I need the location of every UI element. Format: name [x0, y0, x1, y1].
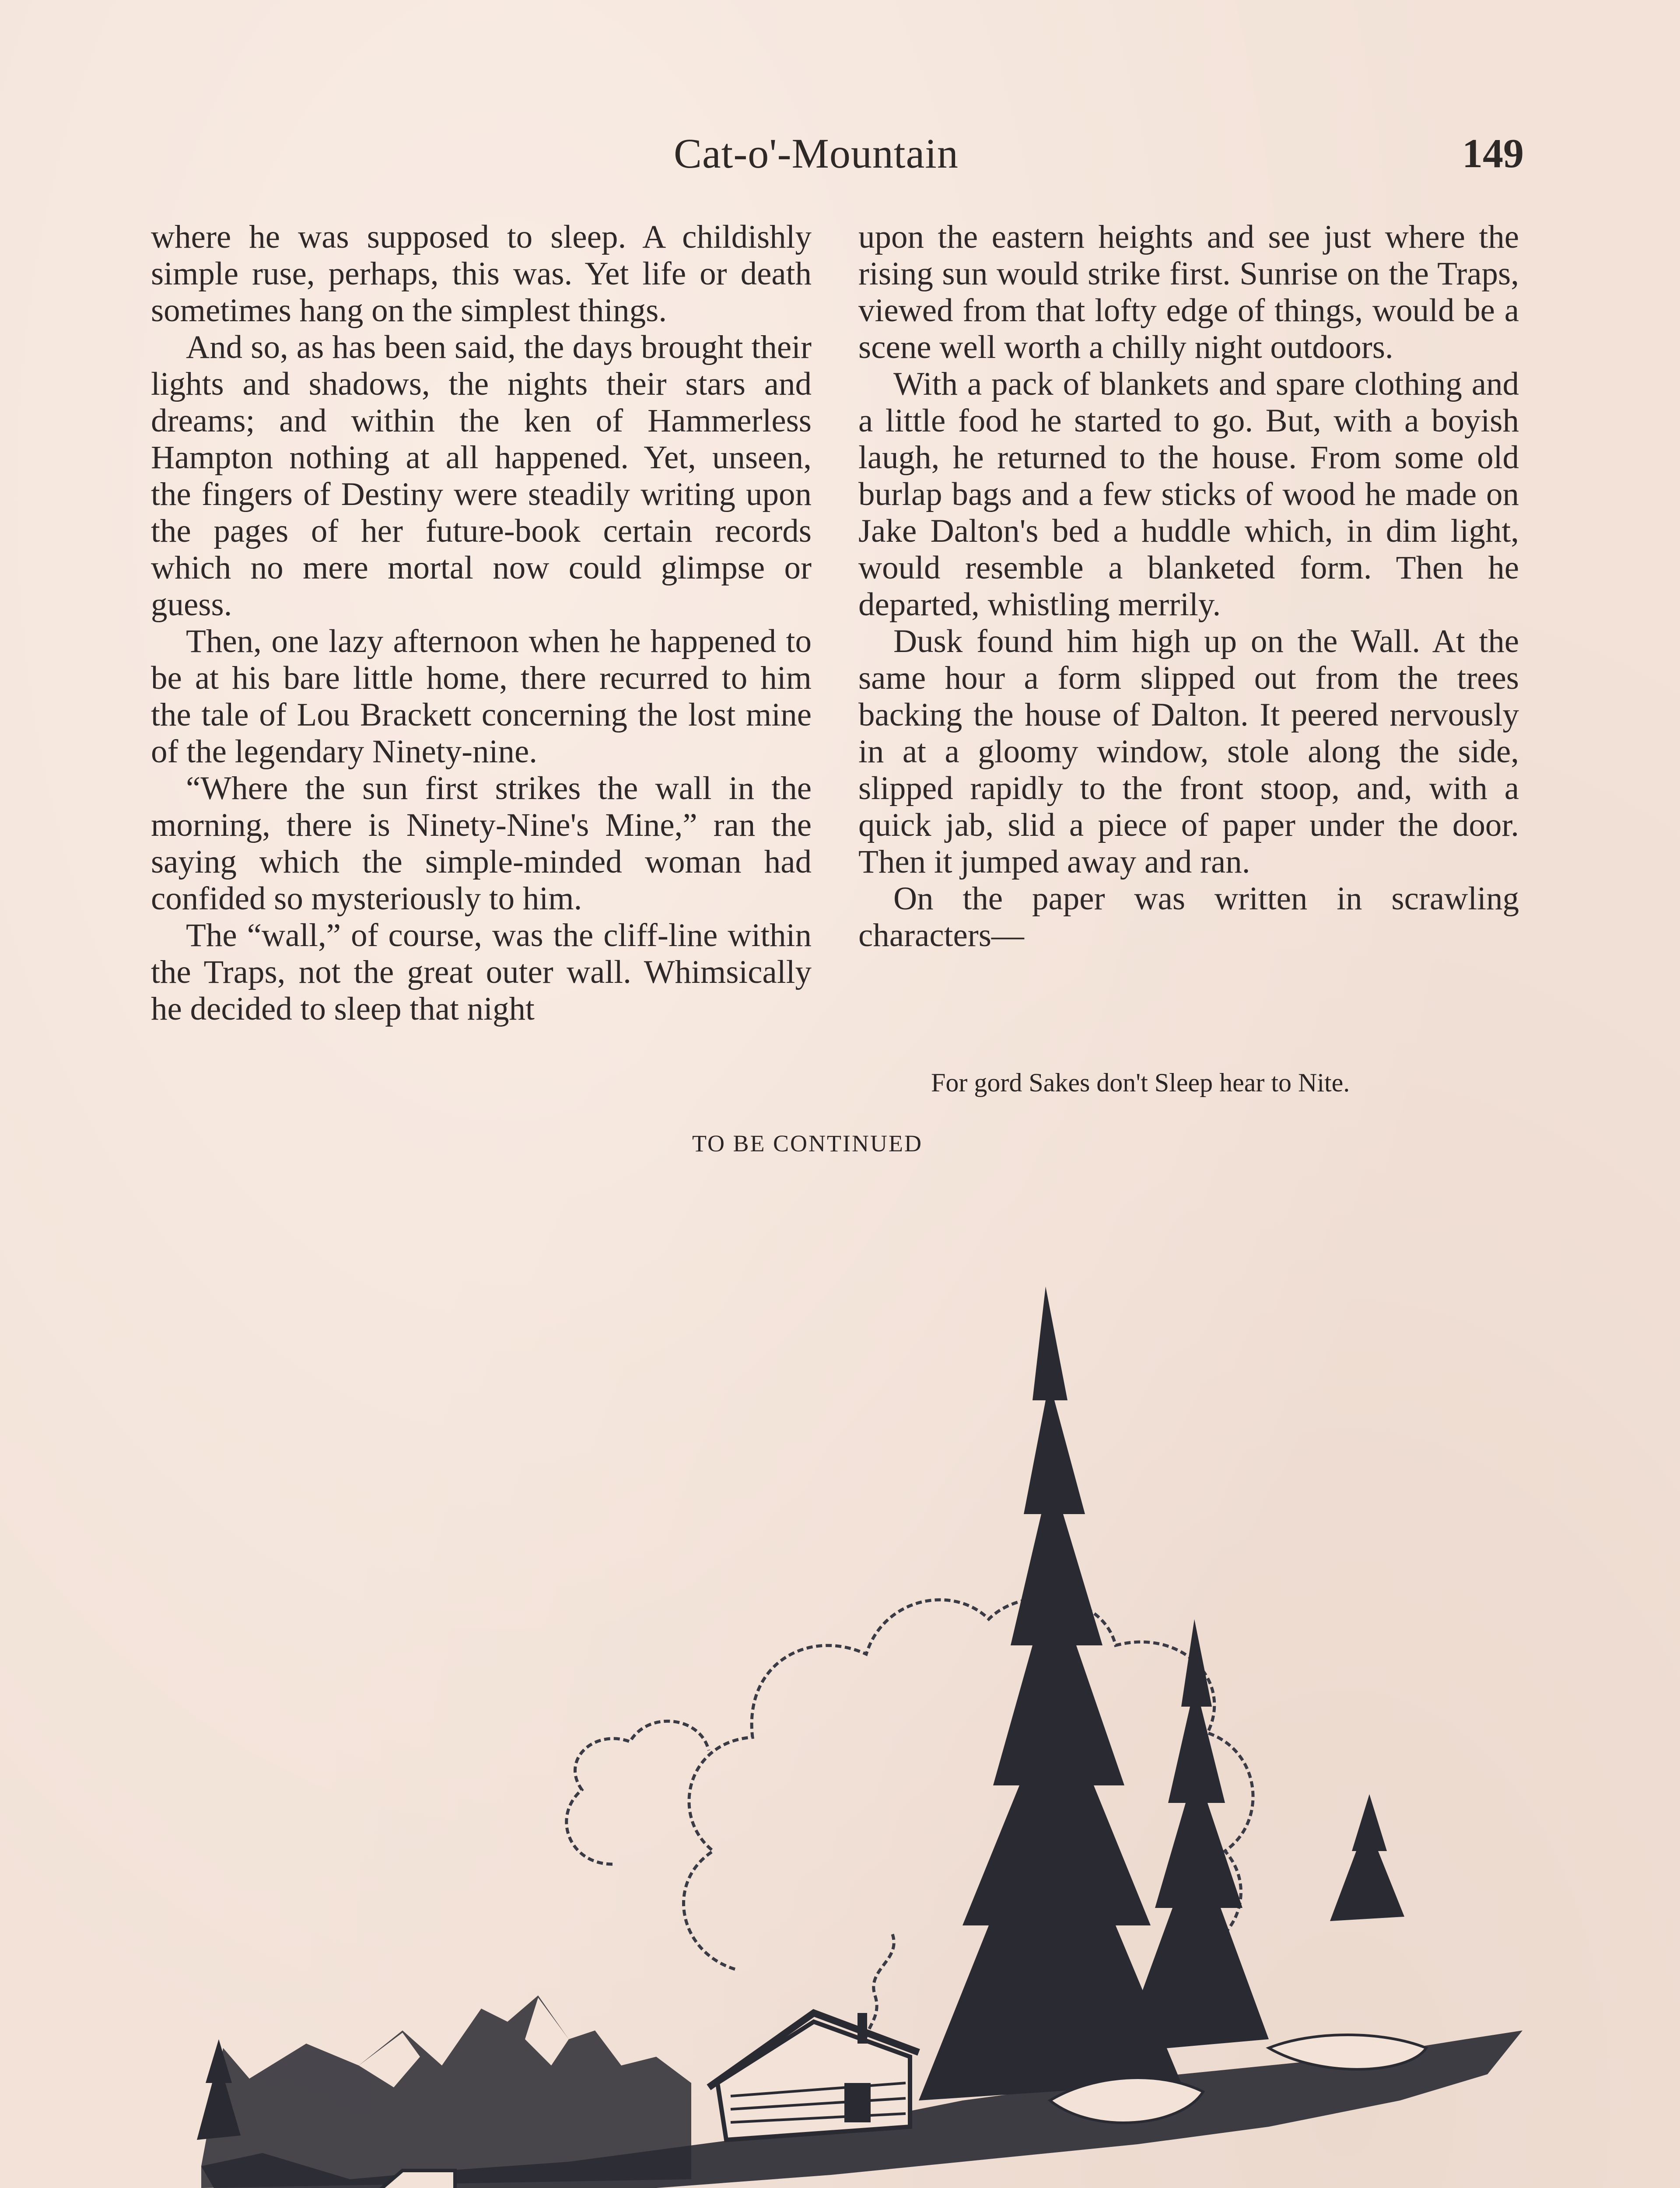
paragraph: With a pack of blankets and spare clothing and a little food he started to go. But, with a boyish laugh, he returned to the house. From some old burlap bags and a few sticks of wood he made on Jake Dalton's bed a huddle which, in dim light, would resemble a blanketed form. Then he departed, whistling merrily. — [858, 366, 1519, 623]
paragraph: upon the eastern heights and see just where the rising sun would strike first. Sunrise on the Traps, viewed from that lofty edge of things, would be a scene well worth a chilly night outdoors. — [858, 219, 1519, 365]
paragraph: Dusk found him high up on the Wall. At the same hour a form slipped out from the trees backing the house of Dalton. It peered nervously in at a gloomy window, stole along the side, slipped rapidly to the front stoop, and, with a quick jab, slid a piece of paper under the door. Then it jumped away and ran. — [858, 623, 1519, 880]
paragraph: “Where the sun first strikes the wall in the morning, there is Ninety-Nine's Mine,” ran the saying which the simple-minded woman had confided so mysteriously to him. — [151, 770, 812, 917]
right-column — [858, 219, 1519, 954]
paragraph: On the paper was written in scrawling characters— — [858, 880, 1519, 954]
pine-tree — [919, 1287, 1181, 2100]
pine-tree — [1120, 1619, 1269, 2052]
page-number: 149 — [1462, 131, 1524, 176]
page-header — [0, 129, 1680, 186]
to-be-continued: TO BE CONTINUED — [692, 1130, 923, 1157]
paragraph: Then, one lazy afternoon when he happened to be at his bare little home, there recurred to him the tale of Lou Brackett concerning the lost mine of the legendary Ninety-nine. — [151, 623, 812, 770]
cloud-outline — [567, 1721, 709, 1864]
left-column — [151, 219, 812, 1027]
scrawled-note: For gord Sakes don't Sleep hear to Nite. — [931, 1068, 1350, 1097]
paragraph: The “wall,” of course, was the cliff-line within the Traps, not the great outer wall. Whimsically he decided to sleep that night — [151, 917, 812, 1027]
pine-tree — [1330, 1794, 1404, 1921]
paragraph: And so, as has been said, the days brought their lights and shadows, the nights their stars and dreams; and within the ken of Hammerless Hampton nothing at all happened. Yet, unseen, the fingers of Destiny were steadily writing upon the pages of her future-book certain records which no mere mortal now could glimpse or guess. — [151, 329, 812, 623]
running-title: Cat-o'-Mountain — [674, 130, 959, 177]
paragraph: where he was supposed to sleep. A childishly simple ruse, perhaps, this was. Yet life or death sometimes hang on the simplest things. — [151, 219, 812, 329]
cabin-landscape-illustration — [175, 1269, 1549, 2188]
log-cabin — [709, 2013, 919, 2140]
